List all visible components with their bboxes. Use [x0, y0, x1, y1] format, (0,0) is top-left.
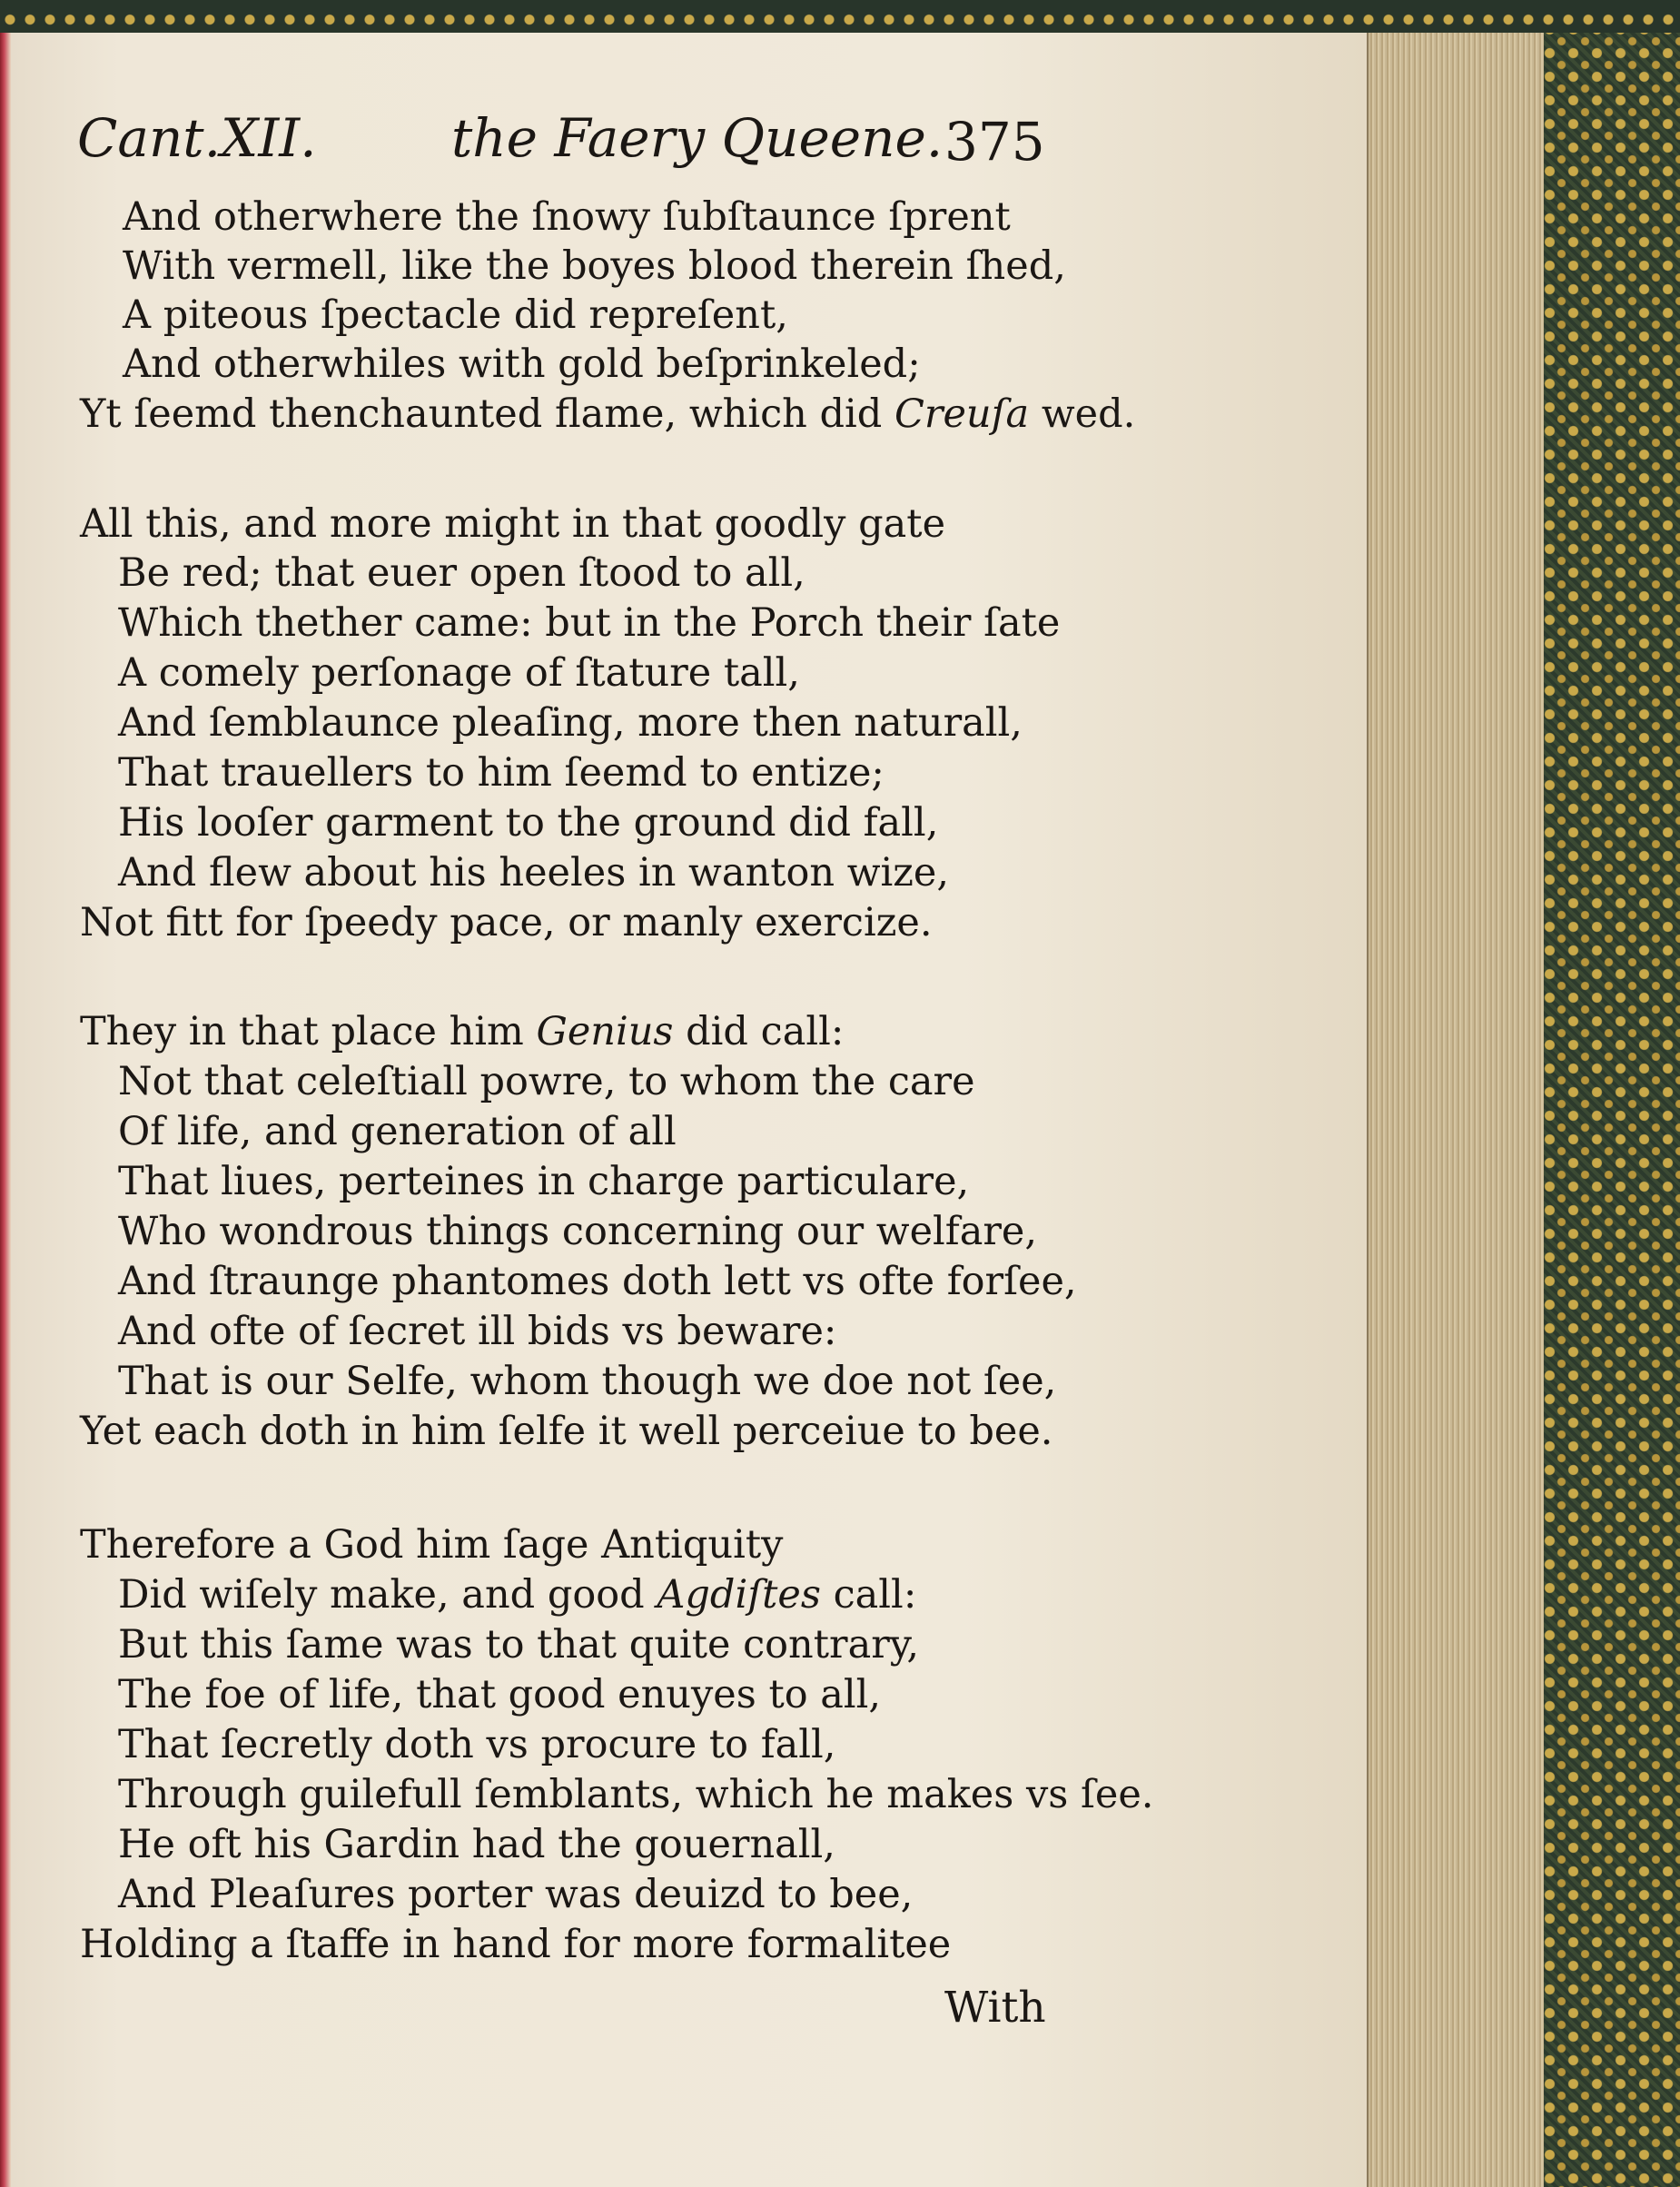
verse-line: His looſer garment to the ground did fall, — [118, 800, 939, 846]
verse-line: He oft his Gardin had the gouernall, — [118, 1822, 835, 1867]
verse-line: And ofte of ſecret ill bids vs beware: — [118, 1309, 837, 1354]
running-title: the Faery Queene. — [451, 107, 944, 169]
verse-line: Of life, and generation of all — [118, 1109, 677, 1154]
verse-line: But this ſame was to that quite contrary, — [118, 1622, 920, 1667]
verse-line: That liues, perteines in charge particulare, — [118, 1159, 970, 1204]
verse-line: A comely perſonage of ſtature tall, — [118, 650, 800, 696]
verse-line: Holding a ſtaffe in hand for more formalitee — [80, 1922, 952, 1967]
verse-line: Not that celeſtiall powre, to whom the care — [118, 1059, 975, 1104]
verse-line: All this, and more might in that goodly gate — [80, 501, 946, 547]
tooled-top-border — [0, 0, 1680, 33]
verse-line: And ſtraunge phantomes doth lett vs ofte forſee, — [118, 1259, 1077, 1304]
verse-line: That ſecretly doth vs procure to fall, — [118, 1722, 836, 1767]
spine-edge — [0, 0, 11, 2187]
verse-line: Not fitt for ſpeedy pace, or manly exercize. — [80, 900, 933, 945]
verse-line: The foe of life, that good enuyes to all, — [118, 1672, 882, 1717]
verse-line: Which thether came: but in the Porch their ſate — [118, 600, 1061, 646]
verse-line: Be red; that euer open ſtood to all, — [118, 550, 805, 596]
page-fore-edge — [1367, 33, 1555, 2187]
running-header — [77, 107, 1076, 189]
verse-line: Yt ſeemd thenchaunted flame, which did Creuſa wed. — [80, 391, 1136, 437]
verse-line: And otherwhiles with gold beſprinkeled; — [123, 341, 921, 387]
verse-line: That is our Selfe, whom though we doe not ſee, — [118, 1359, 1057, 1404]
tooled-cover-board — [1544, 0, 1680, 2187]
verse-line: And otherwhere the ſnowy ſubſtaunce ſprent — [123, 194, 1011, 240]
verse-line: Therefore a God him ſage Antiquity — [80, 1522, 784, 1568]
verse-line: And ſemblaunce pleaſing, more then naturall, — [118, 700, 1023, 746]
verse-line: They in that place him Genius did call: — [80, 1009, 845, 1054]
verse-line: Through guilefull ſemblants, which he makes vs ſee. — [118, 1772, 1154, 1817]
verse-line: A piteous ſpectacle did repreſent, — [123, 292, 788, 338]
verse-line: That trauellers to him ſeemd to entize; — [118, 750, 884, 796]
verse-line: And Pleaſures porter was deuizd to bee, — [118, 1872, 914, 1917]
verse-line: Yet each doth in him ſelfe it well perceiue to bee. — [80, 1409, 1053, 1454]
page-number: 375 — [944, 111, 1045, 173]
verse-line: Who wondrous things concerning our welfare, — [118, 1209, 1038, 1254]
verse-line: And flew about his heeles in wanton wize, — [118, 850, 950, 896]
verse-line: Did wiſely make, and good Agdiſtes call: — [118, 1572, 917, 1618]
catchword: With — [944, 1983, 1046, 2033]
canto-label: Cant.XII. — [77, 107, 317, 169]
verse-line: With vermell, like the boyes blood therein ſhed, — [123, 243, 1066, 289]
